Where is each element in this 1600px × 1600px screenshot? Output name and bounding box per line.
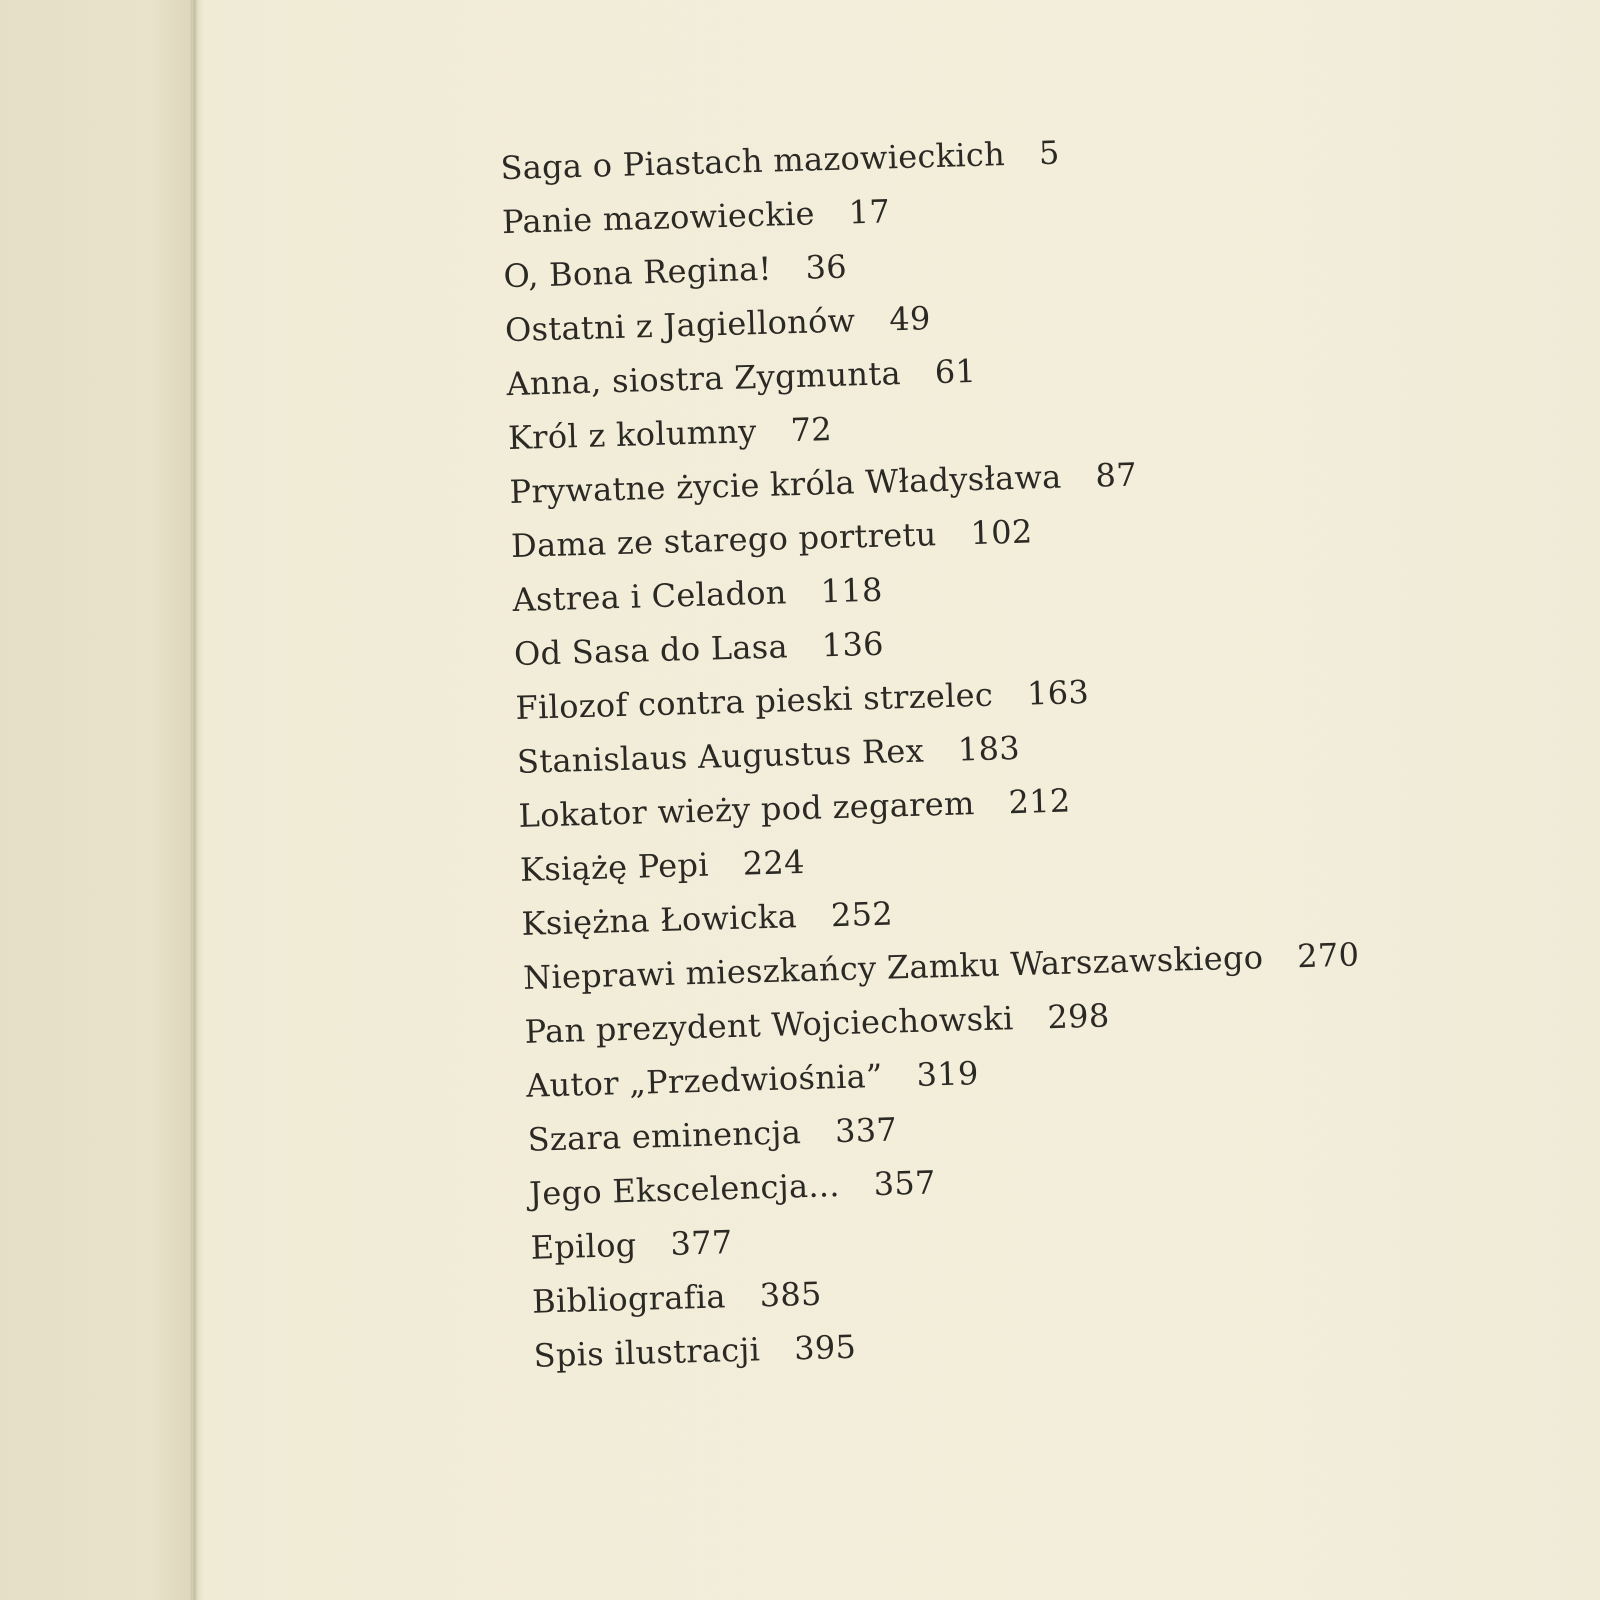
toc-entry [503, 248, 847, 296]
toc-entry [508, 410, 833, 457]
toc-entry-title: Księżna Łowicka [521, 897, 798, 943]
toc-entry-page: 163 [1026, 672, 1090, 713]
toc-entry [515, 673, 1089, 727]
toc-entry [520, 843, 806, 889]
toc-entry-title: Nieprawi mieszkańcy Zamku Warszawskiego [522, 938, 1264, 997]
toc-entry-title: Książę Pepi [519, 845, 710, 889]
toc-entry-title: Epilog [530, 1225, 638, 1267]
toc-entry [505, 299, 932, 349]
toc-entry-page: 252 [830, 894, 894, 935]
toc-entry-page: 224 [742, 842, 806, 883]
toc-entry-page: 395 [793, 1327, 857, 1368]
toc-entry-title: Anna, siostra Zygmunta [506, 354, 902, 404]
toc-entry-page: 377 [669, 1223, 733, 1263]
toc-entry-title: Szara eminencja [527, 1113, 802, 1159]
toc-entry-page: 319 [916, 1054, 980, 1094]
toc-entry [500, 134, 1060, 188]
toc-entry-title: Autor „Przedwiośnia” [525, 1056, 884, 1105]
toc-entry-title: Ostatni z Jagiellonów [504, 301, 856, 350]
toc-entry [514, 625, 885, 673]
toc-entry-page: 87 [1094, 455, 1138, 495]
toc-entry-title: Filozof contra pieski strzelec [515, 675, 994, 727]
toc-entry [518, 781, 1071, 834]
toc-entry [529, 1163, 937, 1212]
toc-entry-title: O, Bona Regina! [503, 249, 773, 296]
toc-entry [532, 1275, 823, 1321]
toc-entry-page: 36 [805, 247, 848, 287]
toc-entry [506, 352, 977, 403]
toc-entry-page: 5 [1038, 133, 1061, 173]
toc-entry-page: 183 [957, 728, 1021, 769]
toc-entry-title: Saga o Piastach mazowieckich [499, 135, 1006, 188]
toc-entry [509, 456, 1137, 512]
toc-entry-title: Lokator wieży pod zegarem [518, 784, 976, 835]
toc-entry [527, 1110, 897, 1158]
toc-entry-page: 49 [888, 299, 932, 339]
toc-entry-title: Spis ilustracji [533, 1330, 761, 1375]
toc-entry [523, 935, 1360, 996]
toc-entry [533, 1328, 856, 1375]
toc-entry [512, 571, 883, 619]
toc-entry-title: Pan prezydent Wojciechowski [524, 999, 1014, 1051]
toc-entry-page: 270 [1296, 935, 1360, 976]
toc-entry-page: 118 [820, 570, 884, 611]
toc-entry-page: 136 [821, 624, 885, 665]
toc-entry-page: 102 [969, 512, 1034, 553]
toc-entry-title: Panie mazowieckie [501, 194, 816, 242]
toc-entry-title: Od Sasa do Lasa [513, 627, 789, 673]
toc-entry-title: Dama ze starego portretu [510, 515, 938, 566]
toc-entry-page: 337 [834, 1110, 898, 1151]
toc-entry [511, 512, 1033, 565]
toc-entry-title: Jego Ekscelencja... [528, 1166, 841, 1213]
toc-entry-page: 357 [873, 1163, 937, 1204]
toc-entry-title: Bibliografia [531, 1277, 727, 1321]
toc-entry [501, 192, 890, 241]
toc-entry [524, 996, 1110, 1050]
toc-entry-page: 385 [759, 1274, 823, 1315]
toc-entry-page: 61 [934, 351, 977, 392]
toc-entry-page: 298 [1046, 996, 1110, 1037]
toc-entry-page: 17 [848, 192, 891, 232]
toc-entry [526, 1054, 979, 1105]
toc-entry-title: Astrea i Celadon [512, 573, 788, 619]
toc-entry-page: 212 [1007, 781, 1072, 822]
toc-entry [530, 1223, 733, 1267]
toc-entry-title: Stanislaus Augustus Rex [516, 731, 925, 781]
toc-entry-title: Król z kolumny [507, 412, 758, 458]
toc-entry-page: 72 [790, 410, 833, 450]
toc-entry [521, 894, 893, 942]
toc-entry-title: Prywatne życie króla Władysława [509, 457, 1063, 512]
toc-entry [517, 729, 1021, 781]
